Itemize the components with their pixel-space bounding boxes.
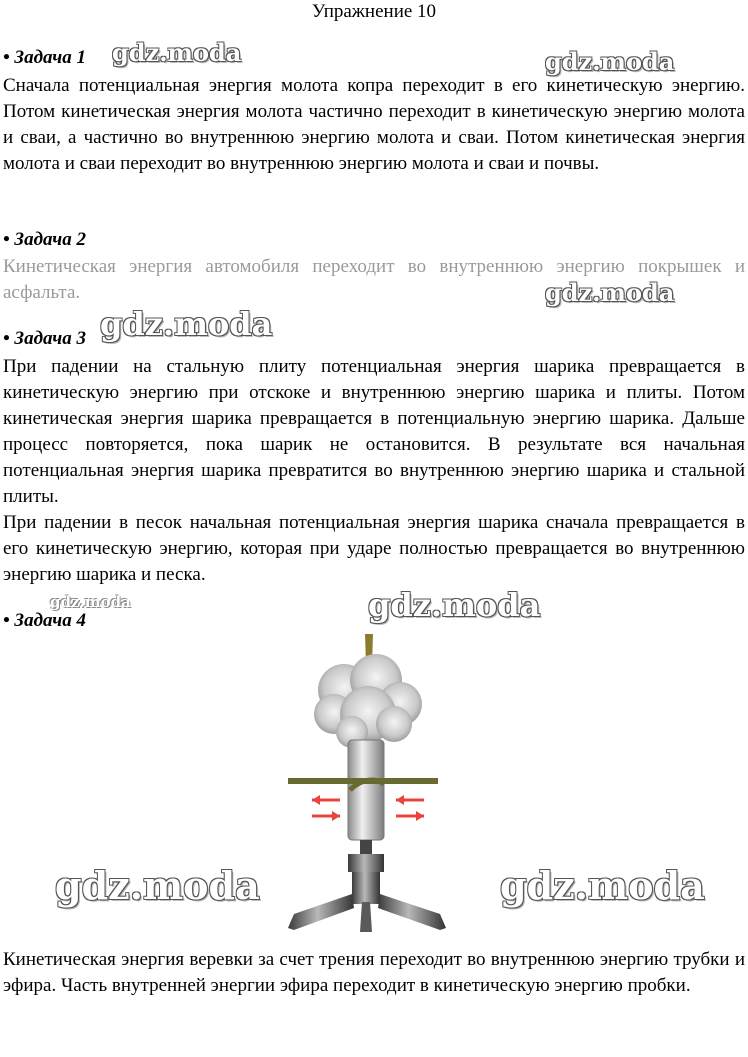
- stand-leg-center: [360, 902, 372, 932]
- task-3-text-2: При падении в песок начальная потенциальная энергия шарика сначала превращается в его кинетическую энергию, которая при ударе полностью превращается во внутреннюю энергию шарика и песка.: [3, 512, 745, 585]
- page-title: Упражнение 10: [311, 1, 437, 22]
- task-2-text: Кинетическая энергия автомобиля переходит во внутреннюю энергию покрышек и асфальта.: [3, 256, 745, 303]
- task-4-heading: • Задача 4: [3, 610, 86, 631]
- stand-neck: [360, 840, 372, 856]
- task-4-text: Кинетическая энергия веревки за счет трения переходит во внутреннюю энергию трубки и эфира. Часть внутренней энергии эфира переходит в кинетическую энергию пробки.: [3, 949, 745, 996]
- vapor-cloud: [314, 654, 422, 748]
- watermark: gdz.moda: [368, 586, 541, 624]
- watermark: gdz.moda: [112, 38, 242, 67]
- friction-tube-illustration: [272, 632, 468, 944]
- task-2-heading: • Задача 2: [3, 229, 86, 250]
- friction-tube-svg: [272, 632, 468, 944]
- stand-leg-left: [288, 894, 354, 930]
- watermark: gdz.moda: [500, 863, 705, 908]
- watermark: gdz.moda: [50, 593, 131, 611]
- stand-body: [352, 872, 380, 904]
- task-3-text-1: При падении на стальную плиту потенциальная энергия шарика превращается в кинетическую энергию при отскоке и внутреннюю энергию шарика и плиты. Потом кинетическая энергия шарика превращается в потенциальную энергию шарика. Дальше процесс повторяется, пока шарик не остановится. В результате вся начальная потенциальная энергия шарика превратится во внутреннюю энергию шарика и стальной плиты.: [3, 356, 745, 507]
- watermark: gdz.moda: [545, 47, 675, 76]
- task-1-heading: • Задача 1: [3, 47, 86, 68]
- task-3-heading: • Задача 3: [3, 328, 86, 349]
- watermark: gdz.moda: [545, 278, 675, 307]
- watermark: gdz.moda: [100, 305, 273, 343]
- watermark: gdz.moda: [55, 863, 260, 908]
- stand-collar: [348, 854, 384, 872]
- stand-leg-right: [378, 894, 446, 930]
- task-1-text: Сначала потенциальная энергия молота копра переходит в его кинетическую энергию. Потом кинетическая энергия молота частично переходит в кинетическую энергию молота и сваи, а частично во внутреннюю энергию молота и сваи. Потом кинетическая энергия молота и сваи переходит во внутреннюю энергию молота и сваи и почвы.: [3, 75, 745, 174]
